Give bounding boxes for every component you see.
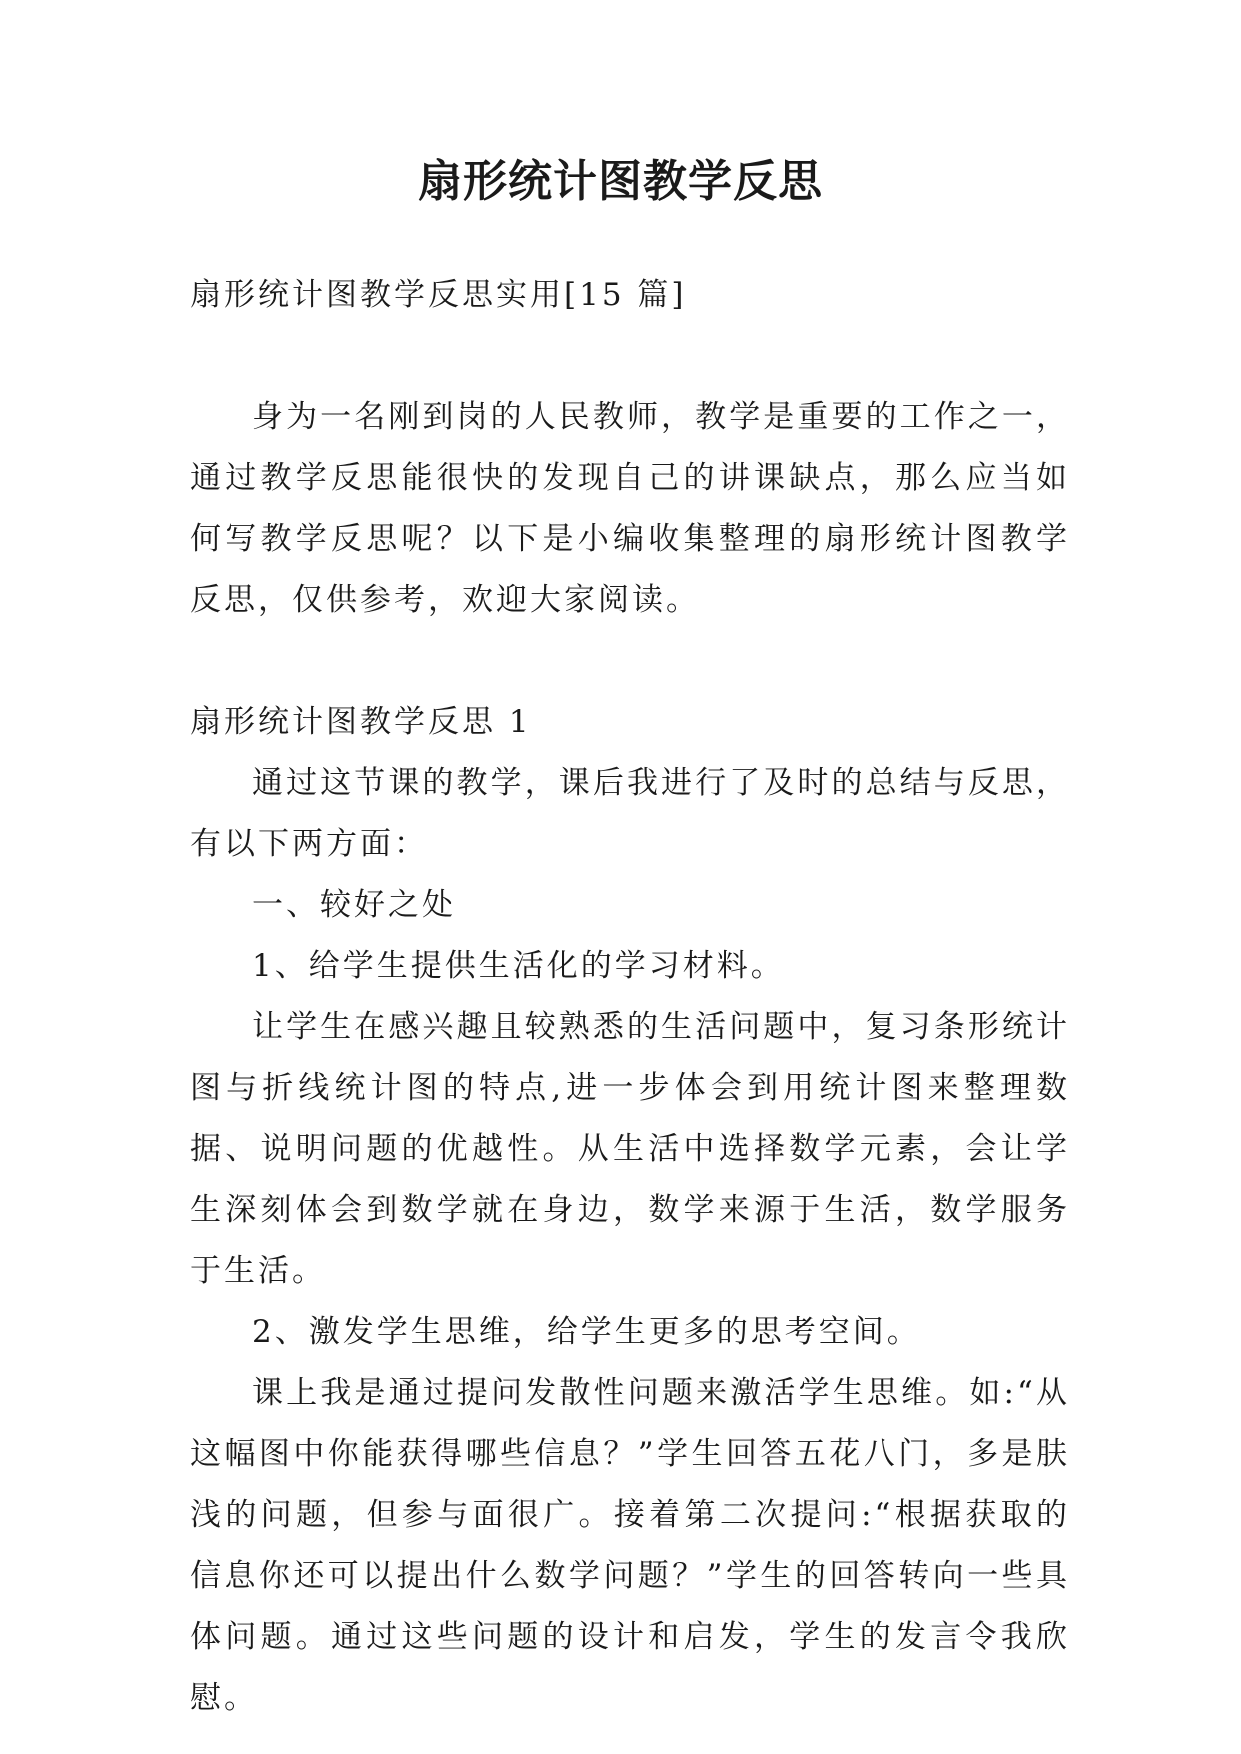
- document-title: 扇形统计图教学反思: [418, 156, 823, 207]
- intro-paragraph: 身为一名刚到岗的人民教师，教学是重要的工作之一，通过教学反思能很快的发现自己的讲课缺点，那么应当如何写教学反思呢？以下是小编收集整理的扇形统计图教学反思，仅供参考，欢迎大家阅读。: [190, 399, 1070, 618]
- subheading-advantages: 一、较好之处: [252, 887, 456, 923]
- document-body: [190, 265, 1070, 1729]
- body-paragraph: 让学生在感兴趣且较熟悉的生活问题中，复习条形统计图与折线统计图的特点,进一步体会到用统计图来整理数据、说明问题的优越性。从生活中选择数学元素，会让学生深刻体会到数学就在身边，数学来源于生活，数学服务于生活。: [190, 1009, 1070, 1289]
- point-heading-1: 1、给学生提供生活化的学习材料。: [252, 948, 785, 984]
- point-heading-2: 2、激发学生思维，给学生更多的思考空间。: [252, 1314, 921, 1350]
- body-paragraph: 通过这节课的教学，课后我进行了及时的总结与反思，有以下两方面：: [190, 765, 1070, 862]
- section-heading: 扇形统计图教学反思 1: [190, 704, 532, 740]
- body-paragraph: 课上我是通过提问发散性问题来激活学生思维。如:“从这幅图中你能获得哪些信息？”学生回答五花八门，多是肤浅的问题，但参与面很广。接着第二次提问:“根据获取的信息你还可以提出什么数学问题？”学生的回答转向一些具体问题。通过这些问题的设计和启发，学生的发言令我欣慰。: [190, 1375, 1070, 1716]
- document-subtitle: 扇形统计图教学反思实用[15 篇]: [190, 277, 687, 313]
